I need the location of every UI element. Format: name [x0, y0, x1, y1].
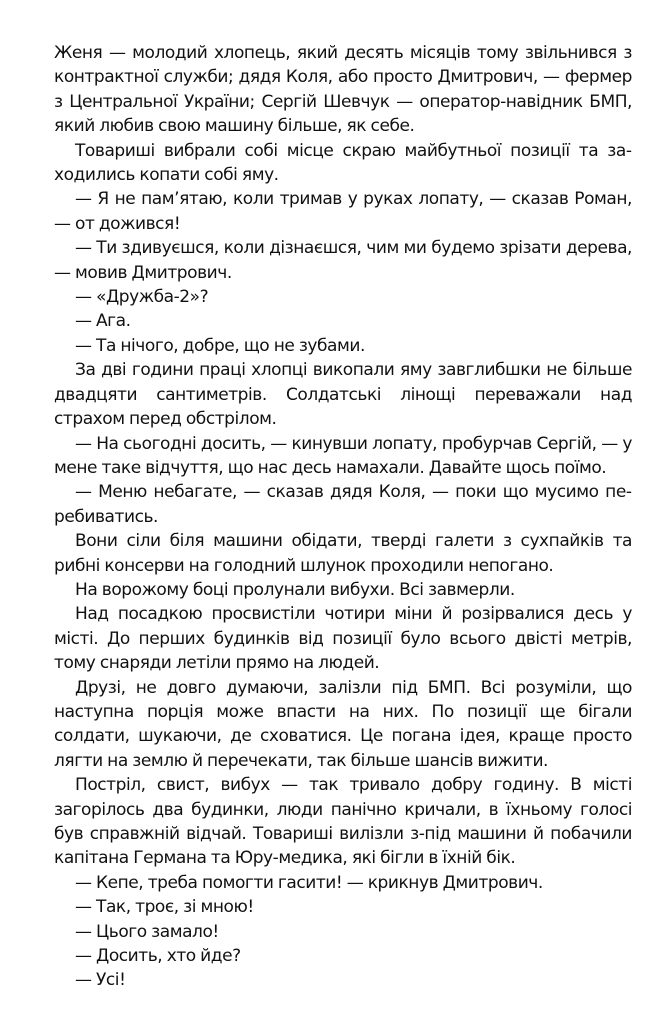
- dialogue-line: — Я не пам’ятаю, коли тримав у руках лопату, — сказав Роман, — от дожився!: [54, 189, 632, 234]
- dialogue-line: — Досить, хто йде?: [75, 946, 241, 967]
- paragraph: Товариші вибрали собі місце скраю майбутньої позиції та заходились копати собі яму.: [54, 140, 632, 186]
- paragraph: За дві години праці хлопці викопали яму завглибшки не більше двадцяти сантиметрів. Солдатські лінощі переважали над страхом перед обстрілом.: [54, 360, 632, 430]
- dialogue-line: — На сьогодні досить, — кинувши лопату, пробурчав Сергій, — у мене таке відчуття, що нас десь намахали. Давайте щось поїмо.: [54, 433, 632, 478]
- dialogue-line: — Кепе, треба помогти гасити! — крикнув Дмитрович.: [75, 872, 543, 893]
- dialogue-line: — Та нічого, добре, що не зубами.: [75, 335, 365, 356]
- dialogue-line: — «Дружба-2»?: [75, 287, 209, 308]
- paragraph: Постріл, свист, вибух — так тривало добру годину. В місті загорілось два будинки, люди панічно кричали, в їхньому голосі був справжній відчай. Товариші вилізли з-під машини й побачили капітана Германа та Юру-медика, які бігли в їхній бік.: [54, 775, 632, 869]
- dialogue-line: — Меню небагате, — сказав дядя Коля, — поки що мусимо перебиватись.: [54, 482, 632, 527]
- paragraph: Над посадкою просвистіли чотири міни й розірвалися десь у місті. До перших будинків від позиції було всього двісті метрів, тому снаряди летіли прямо на людей.: [54, 604, 632, 674]
- paragraph: Женя — молодий хлопець, який десять місяців тому звільнився з контрактної служби; дядя Коля, або просто Дмитрович, — фермер з Центральної України; Сергій Шевчук — оператор-навідник БМП, який любив свою машину більше, як себе.: [54, 43, 632, 137]
- dialogue-line: — Так, троє, зі мною!: [75, 897, 254, 918]
- dialogue-line: — Ага.: [75, 311, 131, 332]
- paragraph: Друзі, не довго думаючи, залізли під БМП. Всі розуміли, що наступна порція може впасти на них. По позиції ще бігали солдати, шукаючи, де сховатися. Це погана ідея, краще просто лягти на землю й перечекати, так більше шансів вижити.: [54, 677, 632, 771]
- paragraph: Вони сіли біля машини обідати, тверді галети з сухпайків та рибні консерви на голодний шлунок проходили непогано.: [54, 531, 632, 576]
- dialogue-line: — Усі!: [75, 970, 126, 991]
- paragraph: На ворожому боці пролунали вибухи. Всі завмерли.: [75, 579, 515, 600]
- book-page-text: [54, 41, 632, 993]
- dialogue-line: — Цього замало!: [75, 921, 219, 942]
- dialogue-line: — Ти здивуєшся, коли дізнаєшся, чим ми будемо зрізати дерева, — мовив Дмитрович.: [54, 238, 632, 283]
